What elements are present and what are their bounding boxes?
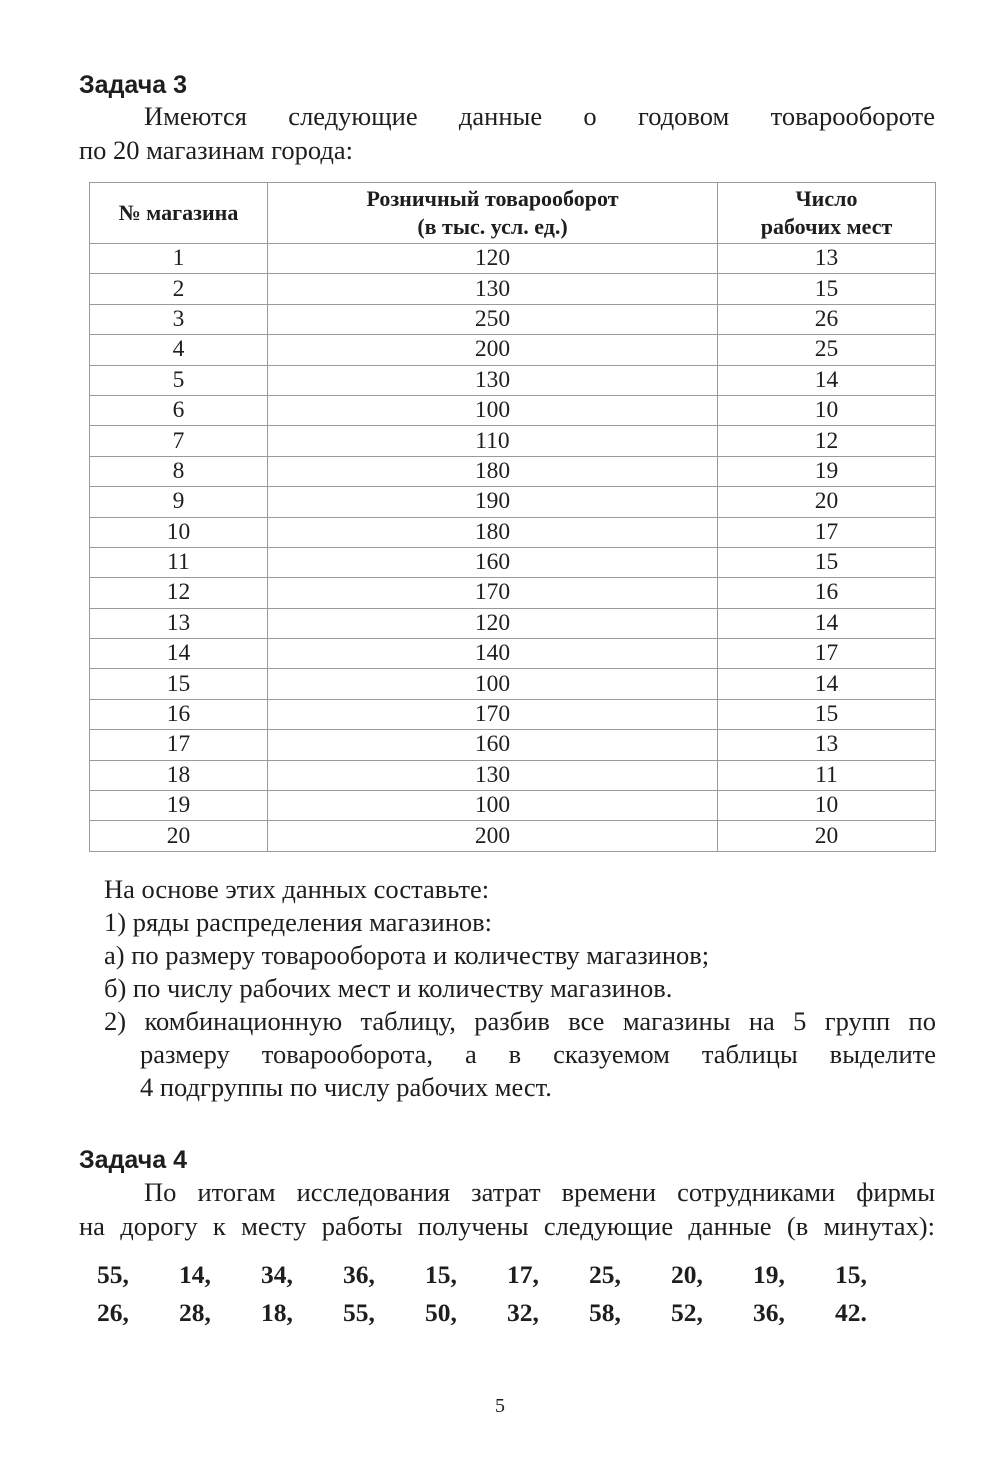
task4-heading: Задача 4 [79,1146,187,1174]
table-row [90,274,936,304]
cell-store-number: 7 [90,426,268,456]
cell-workplaces: 15 [718,274,936,304]
cell-turnover: 140 [268,639,718,669]
cell-store-number: 2 [90,274,268,304]
minutes-value: 36, [753,1298,785,1327]
cell-turnover: 160 [268,547,718,577]
cell-turnover: 170 [268,699,718,729]
minutes-value: 52, [671,1298,703,1327]
table-row [90,395,936,425]
minutes-value: 55, [97,1260,129,1289]
cell-store-number: 3 [90,304,268,334]
minutes-value: 42. [835,1298,867,1327]
cell-turnover: 170 [268,578,718,608]
minutes-value: 28, [179,1298,211,1327]
cell-workplaces: 13 [718,244,936,274]
cell-workplaces: 12 [718,426,936,456]
table-row [90,365,936,395]
cell-turnover: 180 [268,456,718,486]
instruction-item-1b: б) по числу рабочих мест и количеству магазинов. [104,973,673,1003]
minutes-value: 17, [507,1260,539,1289]
cell-workplaces: 26 [718,304,936,334]
minutes-values [97,1256,917,1332]
cell-store-number: 5 [90,365,268,395]
table-row [90,244,936,274]
cell-workplaces: 10 [718,395,936,425]
cell-store-number: 1 [90,244,268,274]
cell-workplaces: 11 [718,760,936,790]
cell-workplaces: 15 [718,699,936,729]
cell-workplaces: 16 [718,578,936,608]
table-row [90,487,936,517]
task3-instructions [104,873,936,1104]
cell-workplaces: 19 [718,456,936,486]
minutes-value: 50, [425,1298,457,1327]
minutes-value: 55, [343,1298,375,1327]
header-turnover: Розничный товарооборот (в тыс. усл. ед.) [268,183,718,244]
table-row [90,699,936,729]
table-row [90,335,936,365]
cell-workplaces: 14 [718,608,936,638]
cell-workplaces: 13 [718,730,936,760]
table-row [90,547,936,577]
table-row [90,730,936,760]
task4-intro-line1: По итогам исследования затрат времени сотрудниками фирмы [144,1177,935,1207]
minutes-value: 18, [261,1298,293,1327]
table-row [90,517,936,547]
cell-store-number: 6 [90,395,268,425]
cell-workplaces: 14 [718,365,936,395]
cell-turnover: 100 [268,791,718,821]
cell-workplaces: 25 [718,335,936,365]
page-number: 5 [495,1395,505,1417]
header-workplaces: Число рабочих мест [718,183,936,244]
table-row [90,821,936,851]
cell-turnover: 160 [268,730,718,760]
instruction-item-1a: а) по размеру товарооборота и количеству магазинов; [104,940,710,970]
cell-turnover: 130 [268,760,718,790]
cell-store-number: 8 [90,456,268,486]
cell-store-number: 9 [90,487,268,517]
cell-turnover: 250 [268,304,718,334]
cell-turnover: 110 [268,426,718,456]
instruction-item-2-line1: 2) комбинационную таблицу, разбив все магазины на 5 групп по [104,1006,936,1036]
cell-workplaces: 17 [718,639,936,669]
cell-turnover: 180 [268,517,718,547]
cell-turnover: 190 [268,487,718,517]
minutes-value: 58, [589,1298,621,1327]
cell-turnover: 200 [268,335,718,365]
values-row-1 [97,1256,917,1294]
instruction-item-1: 1) ряды распределения магазинов: [104,907,493,937]
task4-intro-line2: на дорогу к месту работы получены следующие данные (в минутах): [79,1211,935,1241]
table-row [90,578,936,608]
cell-store-number: 17 [90,730,268,760]
minutes-value: 25, [589,1260,621,1289]
cell-store-number: 4 [90,335,268,365]
task3-intro-line1: Имеются следующие данные о годовом товарообороте [144,101,935,131]
cell-turnover: 120 [268,608,718,638]
cell-turnover: 120 [268,244,718,274]
table-row [90,608,936,638]
cell-turnover: 100 [268,669,718,699]
minutes-value: 15, [835,1260,867,1289]
cell-store-number: 19 [90,791,268,821]
cell-store-number: 20 [90,821,268,851]
cell-workplaces: 20 [718,487,936,517]
table-row [90,426,936,456]
cell-workplaces: 17 [718,517,936,547]
cell-workplaces: 15 [718,547,936,577]
table-row [90,304,936,334]
instruction-item-2-line2: размеру товарооборота, а в сказуемом таблицы выделите [140,1039,936,1069]
cell-turnover: 100 [268,395,718,425]
cell-store-number: 10 [90,517,268,547]
cell-store-number: 13 [90,608,268,638]
table-row [90,669,936,699]
minutes-value: 20, [671,1260,703,1289]
values-row-2 [97,1294,917,1332]
table-row [90,760,936,790]
cell-turnover: 130 [268,274,718,304]
table-row [90,791,936,821]
cell-workplaces: 20 [718,821,936,851]
table-row [90,639,936,669]
cell-store-number: 11 [90,547,268,577]
cell-turnover: 200 [268,821,718,851]
task3-intro-line2: по 20 магазинам города: [79,135,353,165]
table-header-row [90,183,936,244]
stores-table [89,182,936,852]
cell-store-number: 16 [90,699,268,729]
minutes-value: 26, [97,1298,129,1327]
cell-store-number: 12 [90,578,268,608]
table-row [90,456,936,486]
table-body [90,244,936,852]
cell-store-number: 15 [90,669,268,699]
cell-workplaces: 10 [718,791,936,821]
cell-turnover: 130 [268,365,718,395]
instructions-lead: На основе этих данных составьте: [104,874,490,904]
cell-store-number: 14 [90,639,268,669]
minutes-value: 36, [343,1260,375,1289]
cell-workplaces: 14 [718,669,936,699]
minutes-value: 19, [753,1260,785,1289]
minutes-value: 34, [261,1260,293,1289]
cell-store-number: 18 [90,760,268,790]
minutes-value: 14, [179,1260,211,1289]
header-store-number: № магазина [90,183,268,244]
minutes-value: 15, [425,1260,457,1289]
minutes-value: 32, [507,1298,539,1327]
task3-heading: Задача 3 [79,71,187,99]
instruction-item-2-line3: 4 подгруппы по числу рабочих мест. [140,1072,552,1102]
